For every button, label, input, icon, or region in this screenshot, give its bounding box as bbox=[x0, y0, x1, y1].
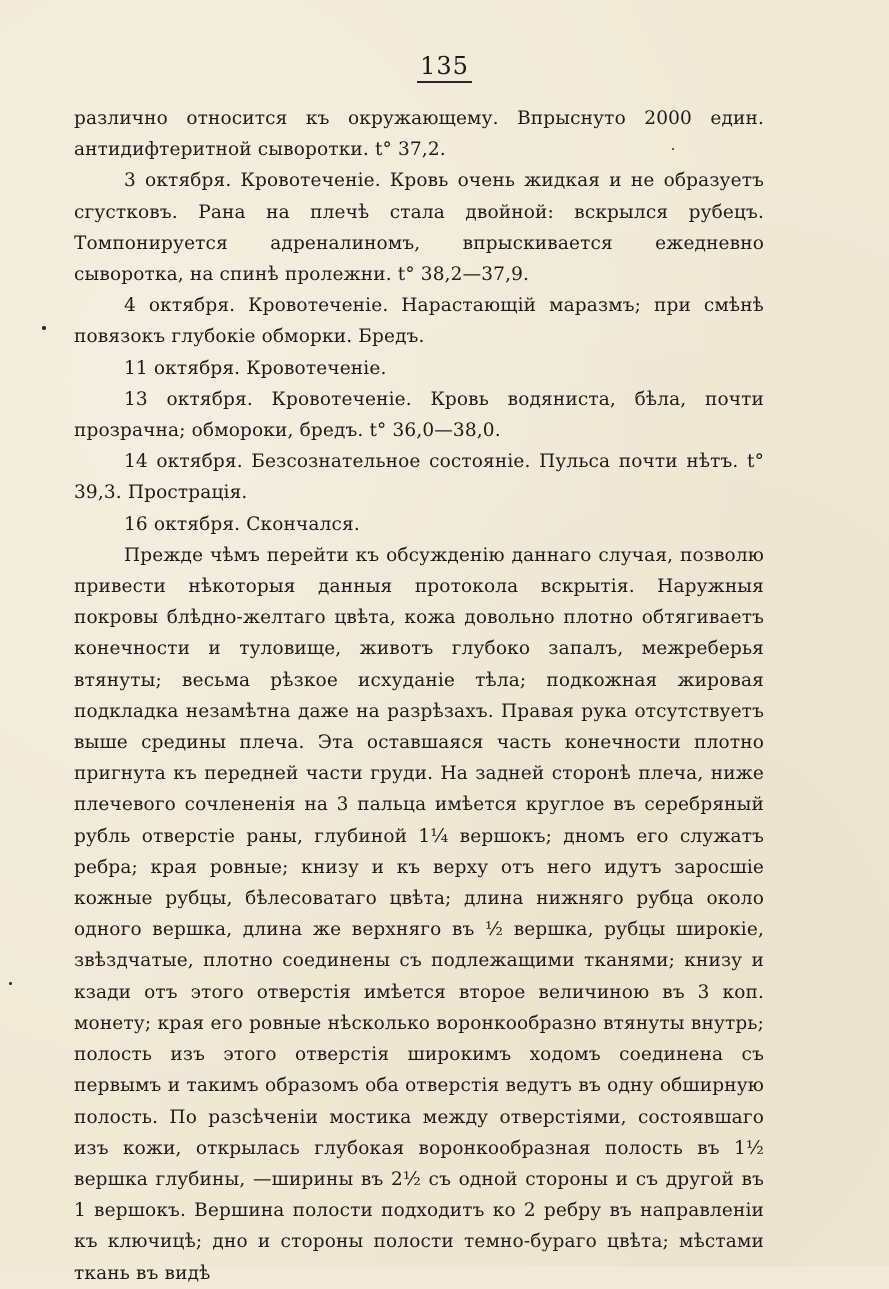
page-number bbox=[0, 52, 889, 80]
ink-speck bbox=[672, 148, 674, 150]
paragraph-oct-4: 4 октября. Кровотеченіе. Нарастающій маразмъ; при смѣнѣ повязокъ глубокіе обморки. Бредъ. bbox=[74, 295, 764, 348]
paragraph-oct-16: 16 октября. Скончался. bbox=[124, 513, 360, 535]
page-number-text: 135 bbox=[417, 52, 472, 83]
ink-speck bbox=[9, 982, 12, 985]
paragraph-oct-11: 11 октября. Кровотеченіе. bbox=[124, 357, 387, 379]
paragraph-continuation: различно относится къ окружающему. Впрыснуто 2000 един. антидифтеритной сыворотки. t° 37,2. bbox=[74, 108, 764, 161]
ink-speck bbox=[42, 326, 46, 330]
paragraph-oct-14: 14 октября. Безсознательное состояніе. Пульса почти нѣтъ. t° 39,3. Прострація. bbox=[74, 451, 764, 504]
body-text bbox=[74, 103, 764, 1289]
paragraph-oct-13: 13 октября. Кровотеченіе. Кровь водяниста, бѣла, почти прозрачна; обмороки, бредъ. t° 36,0—38,0. bbox=[74, 388, 764, 442]
paragraph-oct-3: 3 октября. Кровотеченіе. Кровь очень жидкая и не образуетъ сгустковъ. Рана на плечѣ стала двойной: вскрылся рубецъ. Томпонируется адреналиномъ, впрыскивается ежедневно сыворотка, на спинѣ пролежни. t° 38,2—37,9. bbox=[74, 170, 764, 286]
paragraph-autopsy: Прежде чѣмъ перейти къ обсужденію даннаго случая, позволю привести нѣкоторыя данныя протокола вскрытія. Наружныя покровы блѣдно-желтаго цвѣта, кожа довольно плотно обтягиваетъ конечности и туловище, животъ глубоко запалъ, межреберья втянуты; весьма рѣзкое исхуданіе тѣла; подкожная жировая подкладка незамѣтна даже на разрѣзахъ. Правая рука отсутствуетъ выше средины плеча. Эта оставшаяся часть конечности плотно пригнута къ передней части груди. На задней сторонѣ плеча, ниже плечевого сочлененія на 3 пальца имѣется круглое въ серебряный рубль отверстіе раны, глубиной 1¼ вершокъ; дномъ его служатъ ребра; края ровные; книзу и къ верху отъ него идутъ заросшіе кожные рубцы, бѣлесоватаго цвѣта; длина нижняго рубца около одного вершка, длина же верхняго въ ½ вершка, рубцы широкіе, звѣздчатые, плотно соединены съ подлежащими тканями; книзу и кзади отъ этого отверстія имѣется второе величиною въ 3 коп. монету; края его ровные нѣсколько воронкообразно втянуты внутрь; полость изъ этого отверстія широкимъ ходомъ соединена съ первымъ и такимъ образомъ оба отверстія ведутъ въ одну обширную полость. По разсѣченіи мостика между отверстіями, состоявшаго изъ кожи, открылась глубокая воронкообразная полость въ 1½ вершка глубины, —ширины въ 2½ съ одной стороны и съ другой въ 1 вершокъ. Вершина полости подходитъ ко 2 ребру въ направленіи къ ключицѣ; дно и стороны полости темно-бураго цвѣта; мѣстами ткань въ видѣ bbox=[74, 544, 764, 1284]
